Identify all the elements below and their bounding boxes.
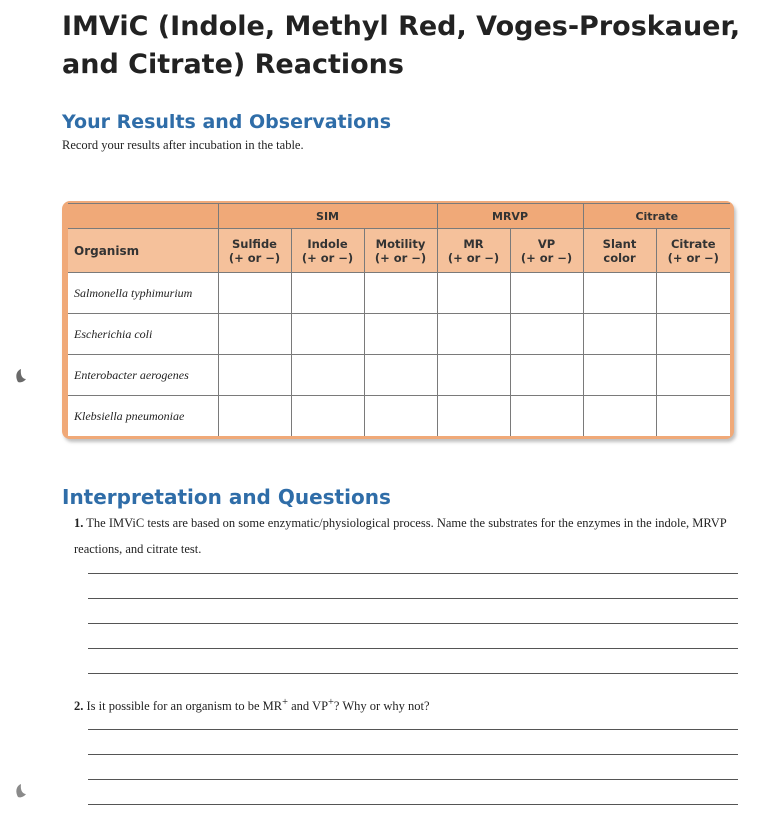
- results-heading: Your Results and Observations: [62, 111, 392, 133]
- result-cell[interactable]: [510, 273, 583, 314]
- result-cell[interactable]: [656, 396, 730, 437]
- answer-line[interactable]: [88, 754, 738, 755]
- question-text: Is it possible for an organism to be MR+ and VP+? Why or why not?: [86, 697, 430, 714]
- group-header-blank: [68, 204, 218, 229]
- column-header-mr: MR (+ or −): [437, 229, 510, 273]
- group-header-citrate: Citrate: [583, 204, 730, 229]
- organism-name: Salmonella typhimurium: [68, 273, 218, 314]
- result-cell[interactable]: [437, 314, 510, 355]
- question-number: 1.: [74, 516, 84, 530]
- answer-line[interactable]: [88, 779, 738, 780]
- column-header-slant: Slant color: [583, 229, 656, 273]
- column-header-vp: VP (+ or −): [510, 229, 583, 273]
- organism-name: Klebsiella pneumoniae: [68, 396, 218, 437]
- result-cell[interactable]: [510, 396, 583, 437]
- result-cell[interactable]: [583, 396, 656, 437]
- group-header-sim: SIM: [218, 204, 437, 229]
- organism-header: Organism: [68, 229, 218, 273]
- result-cell[interactable]: [218, 355, 291, 396]
- answer-line[interactable]: [88, 673, 738, 674]
- column-header-motility: Motility (+ or −): [364, 229, 437, 273]
- result-cell[interactable]: [291, 273, 364, 314]
- result-cell[interactable]: [218, 396, 291, 437]
- answer-line[interactable]: [88, 804, 738, 805]
- binder-hole-icon: [14, 368, 28, 384]
- results-instructions: Record your results after incubation in the table.: [62, 138, 304, 152]
- organism-name: Enterobacter aerogenes: [68, 355, 218, 396]
- answer-line[interactable]: [88, 573, 738, 574]
- result-cell[interactable]: [656, 314, 730, 355]
- result-cell[interactable]: [364, 355, 437, 396]
- answer-line[interactable]: [88, 648, 738, 649]
- interpretation-heading: Interpretation and Questions: [62, 485, 391, 509]
- result-cell[interactable]: [583, 273, 656, 314]
- result-cell[interactable]: [583, 355, 656, 396]
- result-cell[interactable]: [291, 355, 364, 396]
- result-cell[interactable]: [364, 396, 437, 437]
- group-header-mrvp: MRVP: [437, 204, 583, 229]
- answer-line[interactable]: [88, 598, 738, 599]
- binder-hole-icon: [14, 783, 28, 799]
- result-cell[interactable]: [656, 273, 730, 314]
- question-text: The IMViC tests are based on some enzymatic/physiological process. Name the substrates for the enzymes in the indole, MRVP reactions, and citrate test.: [74, 516, 727, 556]
- question-number: 2.: [74, 699, 84, 714]
- result-cell[interactable]: [364, 314, 437, 355]
- question-1: [74, 510, 739, 562]
- result-cell[interactable]: [291, 396, 364, 437]
- column-header-citrate: Citrate (+ or −): [656, 229, 730, 273]
- result-cell[interactable]: [291, 314, 364, 355]
- page-title: IMViC (Indole, Methyl Red, Voges-Proskauer, and Citrate) Reactions: [62, 11, 741, 80]
- results-table: [68, 203, 730, 436]
- result-cell[interactable]: [218, 314, 291, 355]
- result-cell[interactable]: [510, 355, 583, 396]
- column-header-sulfide: Sulfide (+ or −): [218, 229, 291, 273]
- result-cell[interactable]: [583, 314, 656, 355]
- result-cell[interactable]: [656, 355, 730, 396]
- result-cell[interactable]: [364, 273, 437, 314]
- result-cell[interactable]: [437, 355, 510, 396]
- result-cell[interactable]: [437, 273, 510, 314]
- result-cell[interactable]: [218, 273, 291, 314]
- column-header-indole: Indole (+ or −): [291, 229, 364, 273]
- organism-name: Escherichia coli: [68, 314, 218, 355]
- answer-line[interactable]: [88, 729, 738, 730]
- result-cell[interactable]: [510, 314, 583, 355]
- answer-line[interactable]: [88, 623, 738, 624]
- result-cell[interactable]: [437, 396, 510, 437]
- question-2: [74, 690, 739, 719]
